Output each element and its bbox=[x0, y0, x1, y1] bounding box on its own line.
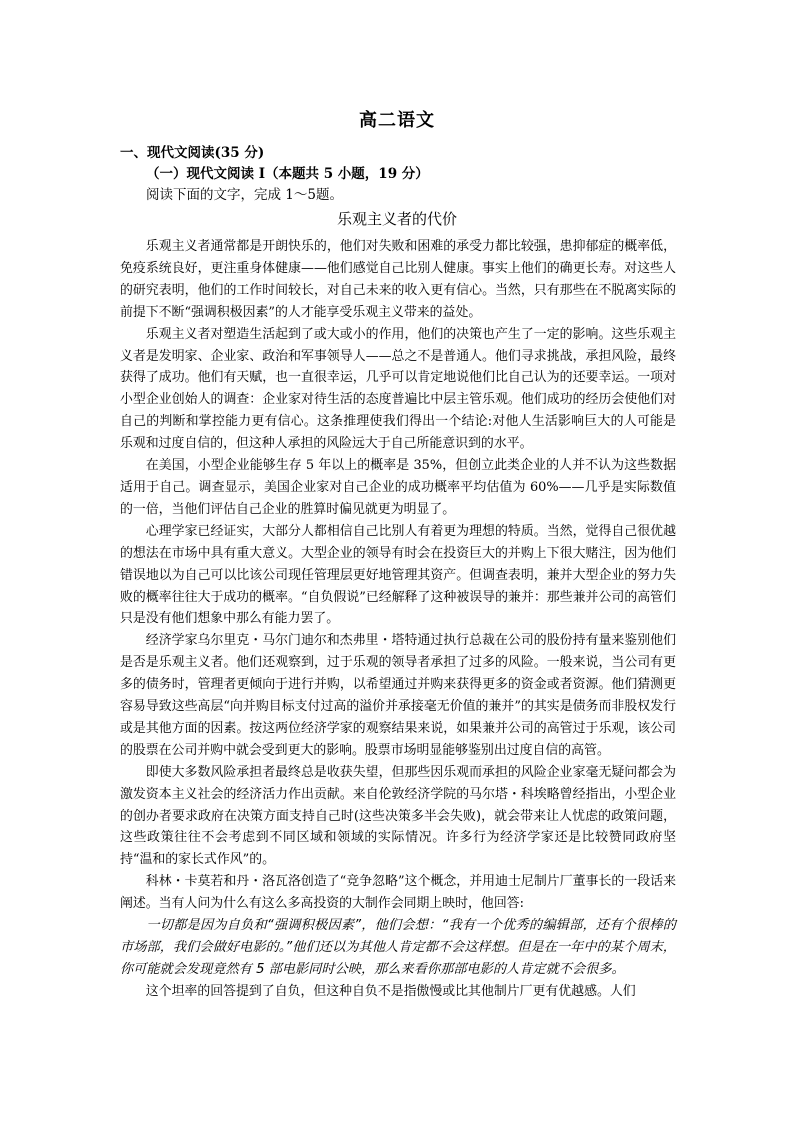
section-heading: 一、现代文阅读(35 分) bbox=[120, 145, 265, 161]
article-paragraph-3: 在美国，小型企业能够生存 5 年以上的概率是 35%，但创立此类企业的人并不认为这些数据适用于自己。调查显示，美国企业家对自己企业的成功概率平均估值为 60%——几乎是实际数值的一倍，当他们评估自己企业的胜算时偏见就更为明显了。 bbox=[120, 458, 676, 517]
article-paragraph-6: 即使大多数风险承担者最终总是收获失望，但那些因乐观而承担的风险企业家毫无疑问都会为激发资本主义社会的经济活力作出贡献。来自伦敦经济学院的马尔塔・科埃略曾经指出，小型企业的创办者要求政府在决策方面支持自己时(这些决策多半会失败)，就会带来让人忧虑的政策问题，这些政策往往不会考虑到不同区域和领域的实际情况。许多行为经济学家还是比较赞同政府坚持“温和的家长式作风”的。 bbox=[120, 764, 676, 868]
document-title: 高二语文 bbox=[359, 110, 435, 131]
article-paragraph-7: 科林・卡莫若和丹・洛瓦洛创造了“竞争忽略”这个概念，并用迪士尼制片厂董事长的一段话来阐述。当有人问为什么有这么多高投资的大制作会同期上映时，他回答: bbox=[120, 874, 676, 912]
article-quote: 一切都是因为自负和“强调积极因素”，他们会想：“我有一个优秀的编辑部，还有个很棒的市场部，我们会做好电影的。”他们还以为其他人肯定都不会这样想。但是在一年中的某个周末，你可能就会发现竟然有 5 部电影同时公映，那么来看你那部电影的人肯定就不会很多。 bbox=[120, 918, 676, 977]
article-paragraph-1: 乐观主义者通常都是开朗快乐的，他们对失败和困难的承受力都比较强，患抑郁症的概率低，免疫系统良好，更注重身体健康——他们感觉自己比别人健康。事实上他们的确更长寿。对这些人的研究表明，他们的工作时间较长，对自己未来的收入更有信心。当然，只有那些在不脱离实际的前提下不断“强调积极因素”的人才能享受乐观主义带来的益处。 bbox=[120, 239, 676, 320]
article-body bbox=[120, 236, 676, 1003]
article-paragraph-5: 经济学家乌尔里克・马尔门迪尔和杰弗里・塔特通过执行总裁在公司的股份持有量来鉴别他们是否是乐观主义者。他们还观察到，过于乐观的领导者承担了过多的风险。一般来说，当公司有更多的债务时，管理者更倾向于进行并购，以希望通过并购来获得更多的资金或者资源。他们猜测更容易导致这些高层“向并购目标支付过高的溢价并承接毫无价值的兼并”的其实是债务而非股权发行或是其他方面的因素。按这两位经济学家的观察结果来说，如果兼并公司的高管过于乐观，该公司的股票在公司并购中就会受到更大的影响。股票市场明显能够鉴别出过度自信的高管。 bbox=[120, 633, 676, 758]
instruction-text: 阅读下面的文字，完成 1～5题。 bbox=[146, 187, 343, 203]
article-paragraph-4: 心理学家已经证实，大部分人都相信自己比别人有着更为理想的特质。当然，觉得自己很优越的想法在市场中具有重大意义。大型企业的领导有时会在投资巨大的并购上下很大赌注，因为他们错误地以为自己可以比该公司现任管理层更好地管理其资产。但调查表明，兼并大型企业的努力失败的概率往往大于成功的概率。“自负假说”已经解释了这种被误导的兼并：那些兼并公司的高管们只是没有他们想象中那么有能力罢了。 bbox=[120, 523, 676, 627]
article-paragraph-8: 这个坦率的回答提到了自负，但这种自负不是指傲慢或比其他制片厂更有优越感。人们 bbox=[145, 983, 636, 999]
article-title: 乐观主义者的代价 bbox=[336, 210, 457, 228]
subsection-heading: （一）现代文阅读 I（本题共 5 小题，19 分） bbox=[146, 166, 429, 182]
article-paragraph-2: 乐观主义者对塑造生活起到了或大或小的作用，他们的决策也产生了一定的影响。这些乐观主义者是发明家、企业家、政治和军事领导人——总之不是普通人。他们寻求挑战，承担风险，最终获得了成功。他们有天赋，也一直很幸运，几乎可以肯定地说他们比自己认为的还要幸运。一项对小型企业创始人的调查：企业家对待生活的态度普遍比中层主管乐观。他们成功的经历会使他们对自己的判断和掌控能力更有信心。这条推理使我们得出一个结论:对他人生活影响巨大的人可能是乐观和过度自信的，但这种人承担的风险远大于自己所能意识到的水平。 bbox=[120, 326, 676, 452]
